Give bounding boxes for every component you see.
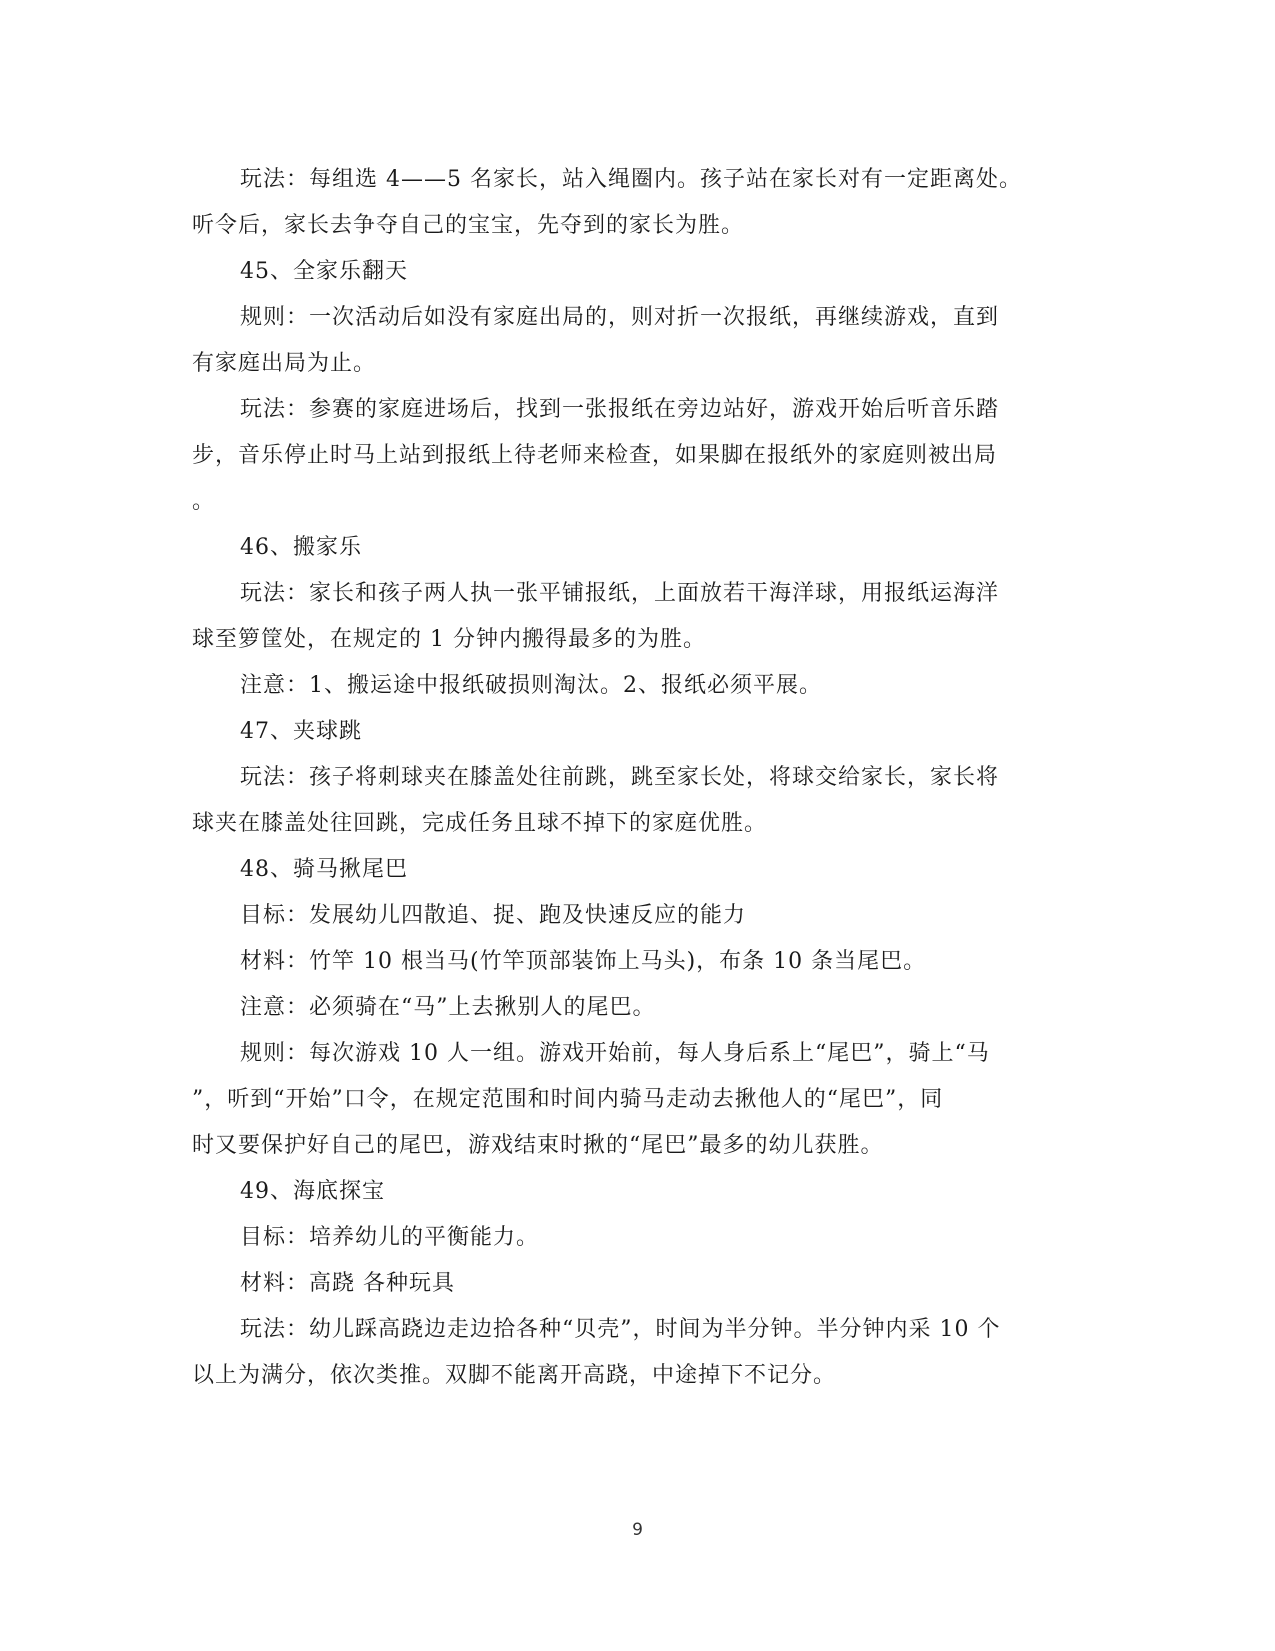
text-line: 目标：发展幼儿四散追、捉、跑及快速反应的能力 [240,903,747,928]
text-line: 玩法：孩子将刺球夹在膝盖处往前跳，跳至家长处，将球交给家长，家长将 [240,765,1000,790]
text-line: 玩法：每组选 4——5 名家长，站入绳圈内。孩子站在家长对有一定距离处。 [240,167,1022,192]
text-line: 玩法：家长和孩子两人执一张平铺报纸，上面放若干海洋球，用报纸运海洋 [240,581,1000,606]
text-line: 球夹在膝盖处往回跳，完成任务且球不掉下的家庭优胜。 [192,811,768,836]
section-heading: 48、骑马揪尾巴 [240,857,408,882]
section-heading: 46、搬家乐 [240,535,362,560]
text-line: 听令后，家长去争夺自己的宝宝，先夺到的家长为胜。 [192,213,745,238]
text-line: 规则：每次游戏 10 人一组。游戏开始前，每人身后系上“尾巴”，骑上“马 [240,1041,990,1066]
text-line: 时又要保护好自己的尾巴，游戏结束时揪的“尾巴”最多的幼儿获胜。 [192,1133,884,1158]
text-line: 材料：高跷 各种玩具 [240,1271,455,1296]
text-line: 注意：1、搬运途中报纸破损则淘汰。2、报纸必须平展。 [240,673,822,698]
text-line: 以上为满分，依次类推。双脚不能离开高跷，中途掉下不记分。 [192,1363,837,1388]
text-line: ”，听到“开始”口令，在规定范围和时间内骑马走动去揪他人的“尾巴”，同 [192,1087,944,1112]
text-line: 玩法：幼儿踩高跷边走边拾各种“贝壳”，时间为半分钟。半分钟内采 10 个 [240,1317,1001,1342]
section-heading: 49、海底探宝 [240,1179,385,1204]
text-line: 球至箩筐处，在规定的 1 分钟内搬得最多的为胜。 [192,627,706,652]
text-line: 规则：一次活动后如没有家庭出局的，则对折一次报纸，再继续游戏，直到 [240,305,1000,330]
section-heading: 45、全家乐翻天 [240,259,408,284]
text-line: 材料：竹竿 10 根当马(竹竿顶部装饰上马头)，布条 10 条当尾巴。 [240,949,927,974]
text-line: 。 [192,489,216,514]
section-heading: 47、夹球跳 [240,719,362,744]
page-number: 9 [632,1520,643,1540]
text-line: 注意：必须骑在“马”上去揪别人的尾巴。 [240,995,656,1020]
text-line: 目标：培养幼儿的平衡能力。 [240,1225,540,1250]
text-line: 玩法：参赛的家庭进场后，找到一张报纸在旁边站好，游戏开始后听音乐踏 [240,397,1000,422]
text-line: 步，音乐停止时马上站到报纸上待老师来检查，如果脚在报纸外的家庭则被出局 [192,443,998,468]
document-body [192,157,1072,1399]
text-line: 有家庭出局为止。 [192,351,377,376]
